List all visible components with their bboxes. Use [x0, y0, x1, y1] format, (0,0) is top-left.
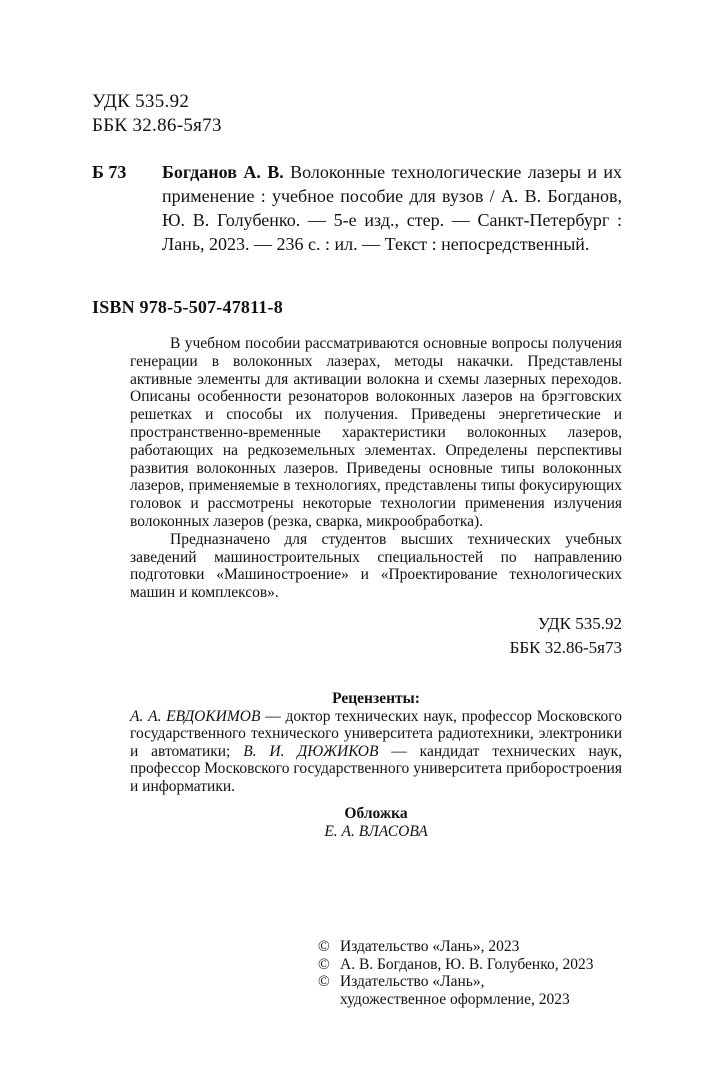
reviewer-name: А. А. ЕВДОКИМОВ [130, 707, 261, 725]
reviewers-block [130, 690, 622, 796]
annotation-paragraph: В учебном пособии рассматриваются основные вопросы получения генерации в волоконных лазерах, методы накачки. Представлены активные элементы для активации волокна и схемы лазерных переходов. Описаны особенности резонаторов волоконных лазеров на брэгговских решетках и способы их получения. Приведены энергетические и пространственно-временные характеристики волоконных лазеров, работающих на редкоземельных элементах. Определены перспективы развития волоконных лазеров. Приведены основные типы волоконных лазеров, применяемые в технологиях, представлены типы фокусирующих головок и рассмотрены некоторые технологии применения излучения волоконных лазеров (резка, сварка, микрообработка). [130, 335, 622, 530]
copyright-symbol: © [318, 973, 330, 990]
cover-heading: Обложка [344, 805, 408, 822]
reviewers-text [130, 708, 622, 796]
copyright-block [318, 938, 593, 1008]
reviewer-info: — кандидат технических наук, профессор Московского государственного университета приборостроения и информатики. [130, 742, 623, 795]
udk-code: УДК 535.92 [537, 614, 622, 633]
classification-top [92, 90, 222, 138]
copyright-line [318, 956, 593, 974]
bibliographic-description [162, 160, 622, 256]
annotation-paragraph: Предназначено для студентов высших технических учебных заведений машиностроительных специальностей по направлению подготовки «Машиностроение» и «Проектирование технологических машин и комплексов». [130, 530, 622, 602]
reviewer-name: В. И. ДЮЖИКОВ [243, 742, 379, 760]
copyright-text: Издательство «Лань», 2023 [340, 938, 520, 955]
cover-credit [130, 805, 622, 840]
author-name: Богданов А. В. [162, 162, 284, 182]
copyright-text: Издательство «Лань», [340, 973, 485, 990]
copyright-text: А. В. Богданов, Ю. В. Голубенко, 2023 [340, 955, 594, 973]
bbk-code: ББК 32.86-5я73 [509, 638, 622, 657]
copyright-line [318, 991, 593, 1009]
cover-designer: Е. А. ВЛАСОВА [324, 822, 428, 840]
copyright-symbol: © [318, 955, 330, 973]
bbk-code: ББК 32.86-5я73 [92, 115, 222, 136]
copyright-line [318, 938, 593, 956]
copyright-line [318, 973, 593, 991]
isbn: ISBN 978-5-507-47811-8 [92, 297, 283, 317]
copyright-symbol: © [318, 938, 330, 955]
udk-code: УДК 535.92 [92, 91, 190, 112]
reviewers-heading: Рецензенты: [332, 690, 420, 707]
annotation [130, 335, 622, 602]
bibliographic-record [92, 160, 622, 256]
author-mark: Б 73 [92, 162, 127, 182]
copyright-text: художественное оформление, 2023 [340, 990, 570, 1008]
reviewer-info: — доктор технических наук, профессор Московского государственного технического университета радиотехники, электроники и автоматики; [130, 707, 622, 760]
bibliographic-text: Волоконные технологические лазеры и их применение : учебное пособие для вузов / А. В. Богданов, Ю. В. Голубенко. — 5-е изд., стер. — Санкт-Петербург : Лань, 2023. — 236 с. : ил. — Текст : непосредственный. [162, 162, 622, 254]
classification-bottom [450, 612, 622, 660]
